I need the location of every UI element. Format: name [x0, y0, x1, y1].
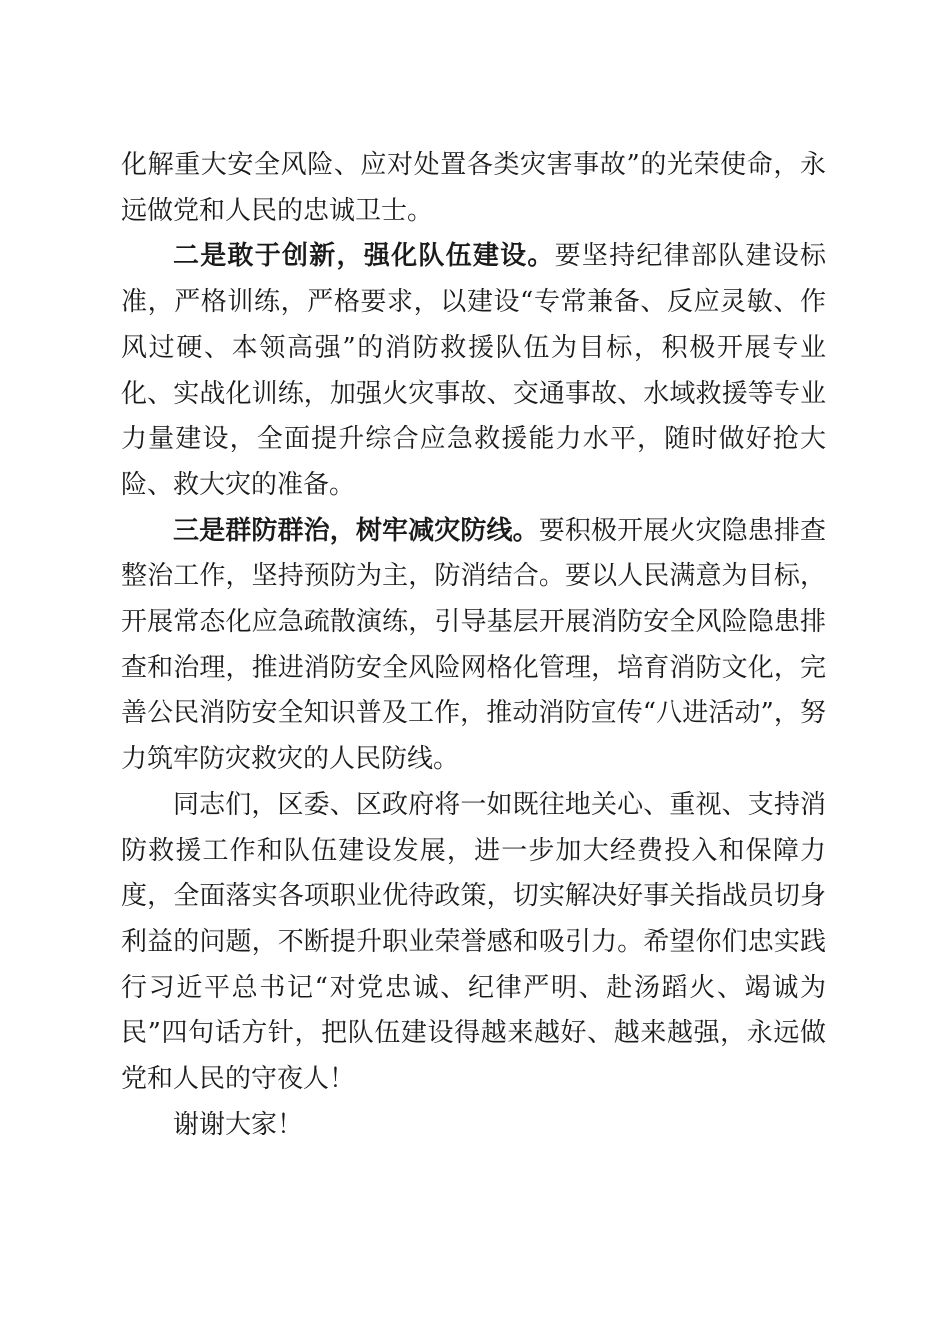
paragraph-closing: [121, 783, 826, 1103]
paragraph-heading: 二是敢于创新，强化队伍建设。: [173, 241, 555, 272]
paragraph-text: 谢谢大家！: [173, 1109, 304, 1140]
document-page: [121, 143, 826, 1148]
paragraph-text: 同志们，区委、区政府将一如既往地关心、重视、支持消防救援工作和队伍建设发展，进一步加大经费投入和保障力度，全面落实各项职业优待政策，切实解决好事关指战员切身利益的问题，不断提升职业荣誉感和吸引力。希望你们忠实践行习近平总书记“对党忠诚、纪律严明、赴汤蹈火、竭诚为民”四句话方针，把队伍建设得越来越好、越来越强，永远做党和人民的守夜人！: [121, 789, 826, 1095]
paragraph-point-two: [121, 234, 826, 508]
paragraph-continuation: [121, 143, 826, 234]
paragraph-point-three: [121, 509, 826, 783]
paragraph-text: 化解重大安全风险、应对处置各类灾害事故”的光荣使命，永远做党和人民的忠诚卫士。: [121, 150, 826, 226]
paragraph-thanks: [121, 1103, 826, 1149]
paragraph-text: 要坚持纪律部队建设标准，严格训练，严格要求，以建设“专常兼备、反应灵敏、作风过硬、本领高强”的消防救援队伍为目标，积极开展专业化、实战化训练，加强火灾事故、交通事故、水域救援等专业力量建设，全面提升综合应急救援能力水平，随时做好抢大险、救大灾的准备。: [121, 241, 826, 500]
paragraph-heading: 三是群防群治，树牢减灾防线。: [173, 515, 539, 546]
paragraph-text: 要积极开展火灾隐患排查整治工作，坚持预防为主，防消结合。要以人民满意为目标，开展常态化应急疏散演练，引导基层开展消防安全风险隐患排查和治理，推进消防安全风险网格化管理，培育消防文化，完善公民消防安全知识普及工作，推动消防宣传“八进活动”，努力筑牢防灾救灾的人民防线。: [121, 515, 826, 775]
